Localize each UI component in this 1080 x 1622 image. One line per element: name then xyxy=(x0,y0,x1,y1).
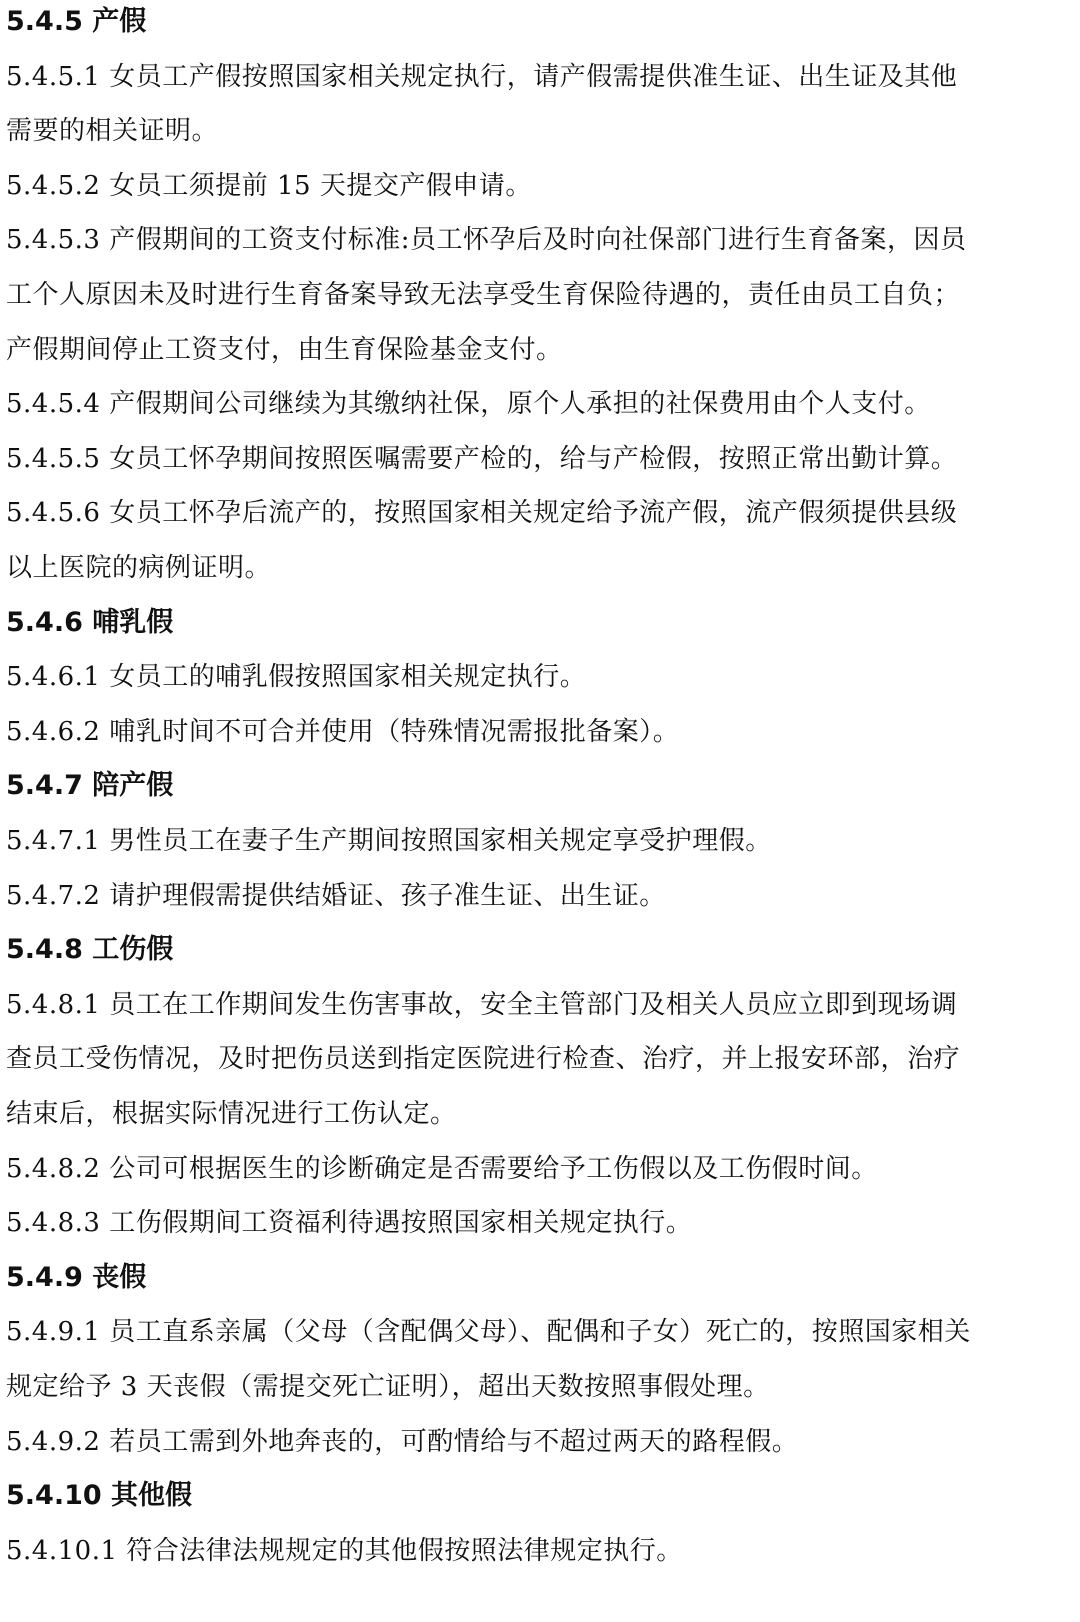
paragraph-line: 5.4.6.2 哺乳时间不可合并使用（特殊情况需报批备案）。 xyxy=(6,716,680,747)
section-heading: 5.4.7 陪产假 xyxy=(6,770,174,802)
section-heading: 5.4.9 丧假 xyxy=(6,1261,147,1293)
paragraph-line: 5.4.5.6 女员工怀孕后流产的，按照国家相关规定给予流产假，流产假须提供县级 xyxy=(6,498,958,529)
paragraph-line: 5.4.6.1 女员工的哺乳假按照国家相关规定执行。 xyxy=(6,662,587,693)
paragraph-line: 5.4.8.1 员工在工作期间发生伤害事故，安全主管部门及相关人员应立即到现场调 xyxy=(6,989,958,1020)
paragraph-line: 5.4.7.1 男性员工在妻子生产期间按照国家相关规定享受护理假。 xyxy=(6,826,772,856)
section-heading: 5.4.10 其他假 xyxy=(6,1480,193,1512)
paragraph-line: 查员工受伤情况，及时把伤员送到指定医院进行检查、治疗，并上报安环部，治疗 xyxy=(6,1044,961,1075)
paragraph-line: 5.4.7.2 请护理假需提供结婚证、孩子准生证、出生证。 xyxy=(6,880,666,911)
section-heading: 5.4.6 哺乳假 xyxy=(6,606,174,638)
paragraph-line: 5.4.8.3 工伤假期间工资福利待遇按照国家相关规定执行。 xyxy=(6,1208,693,1239)
paragraph-line: 产假期间停止工资支付，由生育保险基金支付。 xyxy=(6,334,563,365)
paragraph-line: 5.4.9.2 若员工需到外地奔丧的，可酌情给与不超过两天的路程假。 xyxy=(6,1426,799,1457)
paragraph-line: 工个人原因未及时进行生育备案导致无法享受生育保险待遇的，责任由员工自负； xyxy=(6,280,961,310)
paragraph-line: 以上医院的病例证明。 xyxy=(6,553,272,583)
paragraph-line: 5.4.5.1 女员工产假按照国家相关规定执行，请产假需提供准生证、出生证及其他 xyxy=(6,61,958,92)
paragraph-line: 5.4.5.5 女员工怀孕期间按照医嘱需要产检的，给与产检假，按照正常出勤计算。 xyxy=(6,443,958,474)
section-heading: 5.4.8 工伤假 xyxy=(6,934,174,966)
paragraph-line: 5.4.5.3 产假期间的工资支付标准:员工怀孕后及时向社保部门进行生育备案，因员 xyxy=(6,225,967,256)
paragraph-line: 5.4.10.1 符合法律法规规定的其他假按照法律规定执行。 xyxy=(6,1535,683,1566)
paragraph-line: 5.4.5.4 产假期间公司继续为其缴纳社保，原个人承担的社保费用由个人支付。 xyxy=(6,389,931,420)
paragraph-line: 结束后，根据实际情况进行工伤认定。 xyxy=(6,1099,457,1129)
paragraph-line: 规定给予 3 天丧假（需提交死亡证明），超出天数按照事假处理。 xyxy=(6,1372,770,1402)
paragraph-line: 5.4.8.2 公司可根据医生的诊断确定是否需要给予工伤假以及工伤假时间。 xyxy=(6,1153,878,1184)
paragraph-line: 5.4.5.2 女员工须提前 15 天提交产假申请。 xyxy=(6,170,532,201)
paragraph-line: 需要的相关证明。 xyxy=(6,116,219,147)
section-heading: 5.4.5 产假 xyxy=(6,6,147,37)
paragraph-line: 5.4.9.1 员工直系亲属（父母（含配偶父母）、配偶和子女）死亡的，按照国家相关 xyxy=(6,1317,971,1348)
